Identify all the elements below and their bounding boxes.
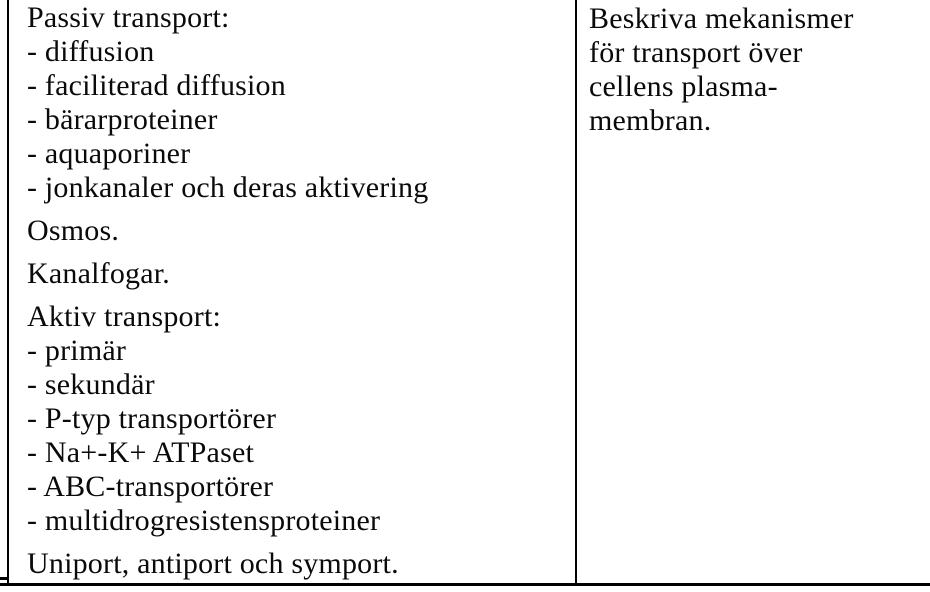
table-column-divider [575, 0, 577, 586]
paragraph-osmos [27, 214, 567, 248]
paragraph-passiv-transport [27, 1, 567, 205]
text-line: Beskriva mekanismer [589, 2, 854, 35]
text-line: Aktiv transport: [27, 300, 222, 333]
left-margin-row-divider [0, 577, 8, 580]
table-cell-learning-objective [589, 0, 919, 138]
text-line: Osmos. [27, 214, 120, 247]
text-line: för transport över [589, 36, 803, 69]
text-line: - P-typ transportörer [27, 402, 277, 435]
text-line: - multidrogresistensproteiner [27, 504, 381, 537]
text-line: - Na+-K+ ATPaset [27, 436, 254, 469]
text-line: Uniport, antiport och symport. [27, 547, 399, 580]
text-line: - diffusion [27, 35, 155, 68]
text-line: - ABC-transportörer [27, 470, 274, 503]
text-line: - faciliterad diffusion [27, 69, 286, 102]
text-line: - aquaporiner [27, 137, 191, 170]
text-line: - primär [27, 334, 127, 367]
table-left-border [7, 0, 9, 586]
text-line: membran. [589, 104, 712, 137]
paragraph-beskriva-mekanismer [589, 2, 919, 138]
paragraph-uniport [27, 547, 567, 581]
paragraph-aktiv-transport [27, 300, 567, 538]
text-line: Passiv transport: [27, 1, 230, 34]
text-line: - sekundär [27, 368, 155, 401]
text-line: - bärarproteiner [27, 103, 218, 136]
text-line: Kanalfogar. [27, 257, 170, 290]
table-cell-course-content [27, 0, 567, 581]
text-line: cellens plasma- [589, 70, 778, 103]
text-line: - jonkanaler och deras aktivering [27, 171, 429, 204]
paragraph-kanalfogar [27, 257, 567, 291]
table-bottom-border [0, 583, 930, 586]
